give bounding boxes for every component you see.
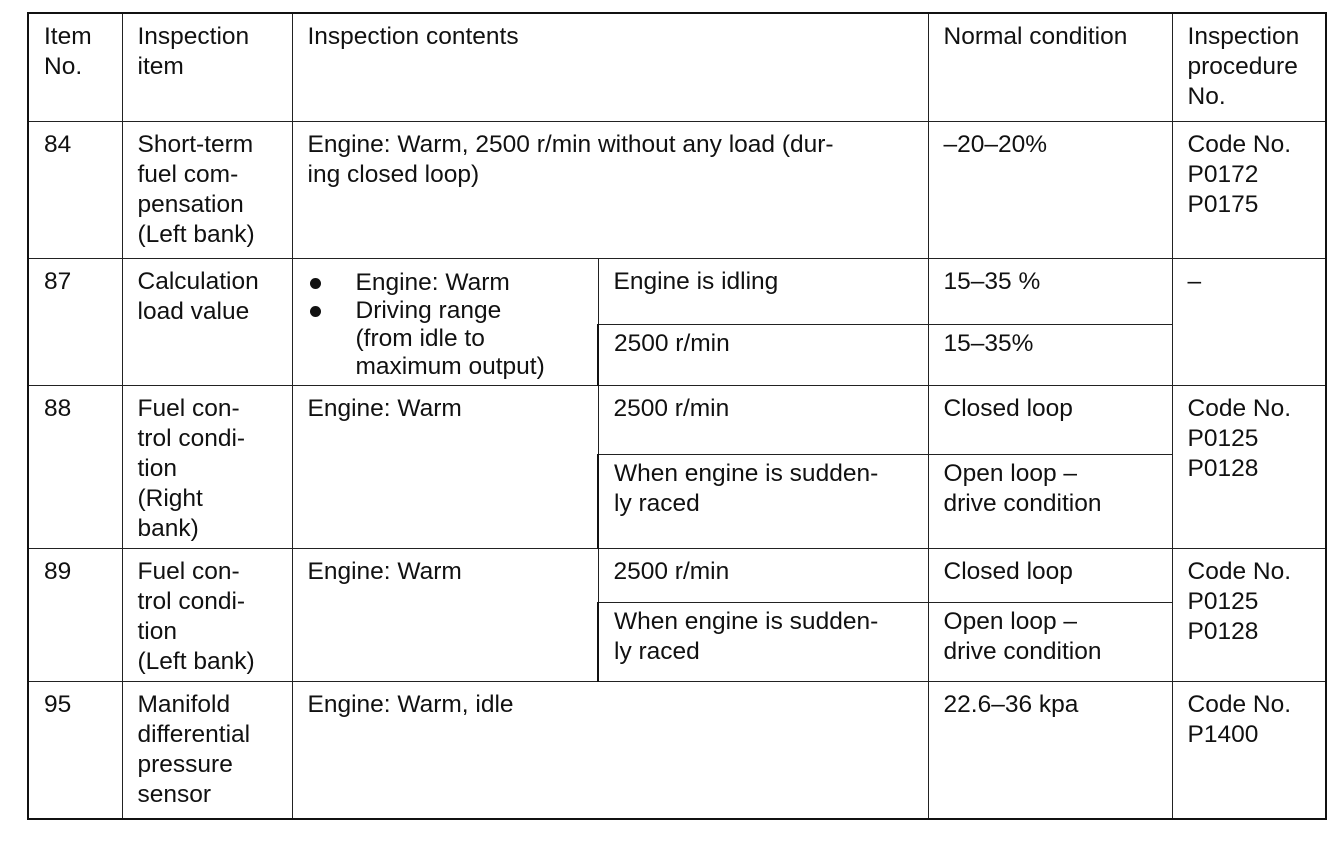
table-row-95 [28, 682, 1326, 820]
inspection-item-cell: Fuel con- trol condi- tion (Right bank) [122, 386, 292, 549]
normal-condition-cell: Open loop – drive condition [928, 603, 1172, 682]
normal-condition-cell: Closed loop [928, 549, 1172, 603]
inspection-contents-cell: Engine: Warm, idle [292, 682, 928, 820]
item-no-cell: 95 [28, 682, 122, 820]
inspection-item-cell: Manifold differential pressure sensor [122, 682, 292, 820]
normal-condition-cell: 15–35 % [928, 259, 1172, 325]
item-no-cell: 89 [28, 549, 122, 682]
normal-condition-cell: 15–35% [928, 325, 1172, 386]
procedure-no-cell: Code No. P0125 P0128 [1172, 549, 1326, 682]
header-procedure-no: Inspection procedure No. [1172, 13, 1326, 122]
list-item: Driving range [308, 297, 588, 325]
bullet-icon [310, 306, 321, 317]
inspection-contents-cell: Engine: Warm, 2500 r/min without any load (dur- ing closed loop) [292, 122, 928, 259]
procedure-no-cell: Code No. P0125 P0128 [1172, 386, 1326, 549]
inspection-contents-cell: Engine: Warm [292, 549, 598, 682]
inspection-item-cell: Calculation load value [122, 259, 292, 386]
procedure-no-cell: – [1172, 259, 1326, 386]
item-no-cell: 84 [28, 122, 122, 259]
list-item: Engine: Warm [308, 269, 588, 297]
condition-cell: Engine is idling [598, 259, 928, 325]
table-row-87 [28, 259, 1326, 325]
item-no-cell: 87 [28, 259, 122, 386]
item-no-cell: 88 [28, 386, 122, 549]
header-item-no: Item No. [28, 13, 122, 122]
inspection-item-cell: Short-term fuel com- pensation (Left bank) [122, 122, 292, 259]
bullet-icon [310, 278, 321, 289]
procedure-no-cell: Code No. P1400 [1172, 682, 1326, 820]
condition-cell: 2500 r/min [598, 325, 928, 386]
normal-condition-cell: Closed loop [928, 386, 1172, 455]
inspection-contents-cell: Engine: Warm Driving range (from idle to maximum output) [292, 259, 598, 386]
procedure-no-cell: Code No. P0172 P0175 [1172, 122, 1326, 259]
normal-condition-cell: Open loop – drive condition [928, 455, 1172, 549]
condition-cell: When engine is sudden- ly raced [598, 603, 928, 682]
table-header-row [28, 13, 1326, 122]
table-row-84 [28, 122, 1326, 259]
condition-cell: 2500 r/min [598, 386, 928, 455]
inspection-item-cell: Fuel con- trol condi- tion (Left bank) [122, 549, 292, 682]
table-row-89 [28, 549, 1326, 603]
table-row-88 [28, 386, 1326, 455]
condition-cell: When engine is sudden- ly raced [598, 455, 928, 549]
header-inspection-item: Inspection item [122, 13, 292, 122]
condition-cell: 2500 r/min [598, 549, 928, 603]
inspection-contents-cell: Engine: Warm [292, 386, 598, 549]
normal-condition-cell: 22.6–36 kpa [928, 682, 1172, 820]
header-inspection-contents: Inspection contents [292, 13, 928, 122]
header-normal-condition: Normal condition [928, 13, 1172, 122]
inspection-table [27, 12, 1327, 820]
normal-condition-cell: –20–20% [928, 122, 1172, 259]
